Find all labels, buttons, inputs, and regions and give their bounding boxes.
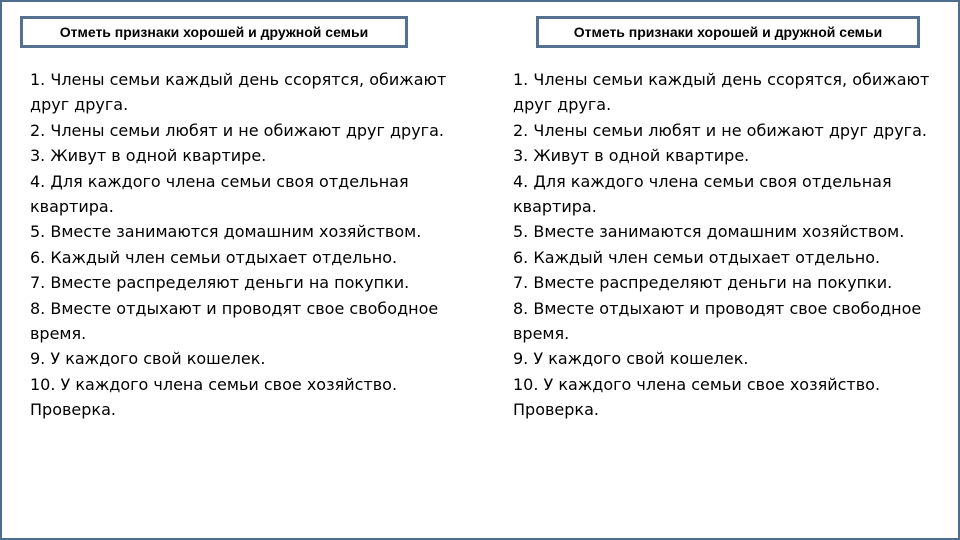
list-item: 2. Члены семьи любят и не обижают друг друга. xyxy=(513,120,927,140)
right-title: Отметь признаки хорошей и дружной семьи xyxy=(573,24,883,40)
list-item: 3. Живут в одной квартире. xyxy=(513,146,750,166)
list-item: 5. Вместе занимаются домашним хозяйством. xyxy=(30,222,422,242)
right-item-list xyxy=(513,67,953,423)
left-title-box xyxy=(20,16,408,48)
list-item: 9. У каждого свой кошелек. xyxy=(513,349,749,369)
list-item: 8. Вместе отдыхают и проводят свое свободное время. xyxy=(30,298,439,344)
list-item: 1. Члены семьи каждый день ссорятся, обижают друг друга. xyxy=(30,70,447,115)
list-item: 9. У каждого свой кошелек. xyxy=(30,349,266,369)
list-item: 7. Вместе распределяют деньги на покупки. xyxy=(513,273,893,293)
list-item: 7. Вместе распределяют деньги на покупки. xyxy=(30,273,410,293)
right-title-box xyxy=(536,16,920,48)
check-label: Проверка. xyxy=(30,400,116,420)
list-item: 1. Члены семьи каждый день ссорятся, обижают друг друга. xyxy=(513,70,930,115)
list-item: 4. Для каждого члена семьи своя отдельная квартира. xyxy=(513,171,892,217)
list-item: 8. Вместе отдыхают и проводят свое свободное время. xyxy=(513,298,922,344)
list-item: 6. Каждый член семьи отдыхает отдельно. xyxy=(30,247,398,267)
left-item-list xyxy=(30,67,470,423)
list-item: 10. У каждого члена семьи свое хозяйство. xyxy=(30,374,398,394)
list-item: 10. У каждого члена семьи свое хозяйство. xyxy=(513,374,881,394)
left-title: Отметь признаки хорошей и дружной семьи xyxy=(59,24,369,40)
check-label: Проверка. xyxy=(513,400,599,420)
list-item: 3. Живут в одной квартире. xyxy=(30,146,267,166)
list-item: 6. Каждый член семьи отдыхает отдельно. xyxy=(513,247,881,267)
list-item: 5. Вместе занимаются домашним хозяйством. xyxy=(513,222,905,242)
list-item: 2. Члены семьи любят и не обижают друг друга. xyxy=(30,120,444,140)
list-item: 4. Для каждого члена семьи своя отдельная квартира. xyxy=(30,171,409,217)
